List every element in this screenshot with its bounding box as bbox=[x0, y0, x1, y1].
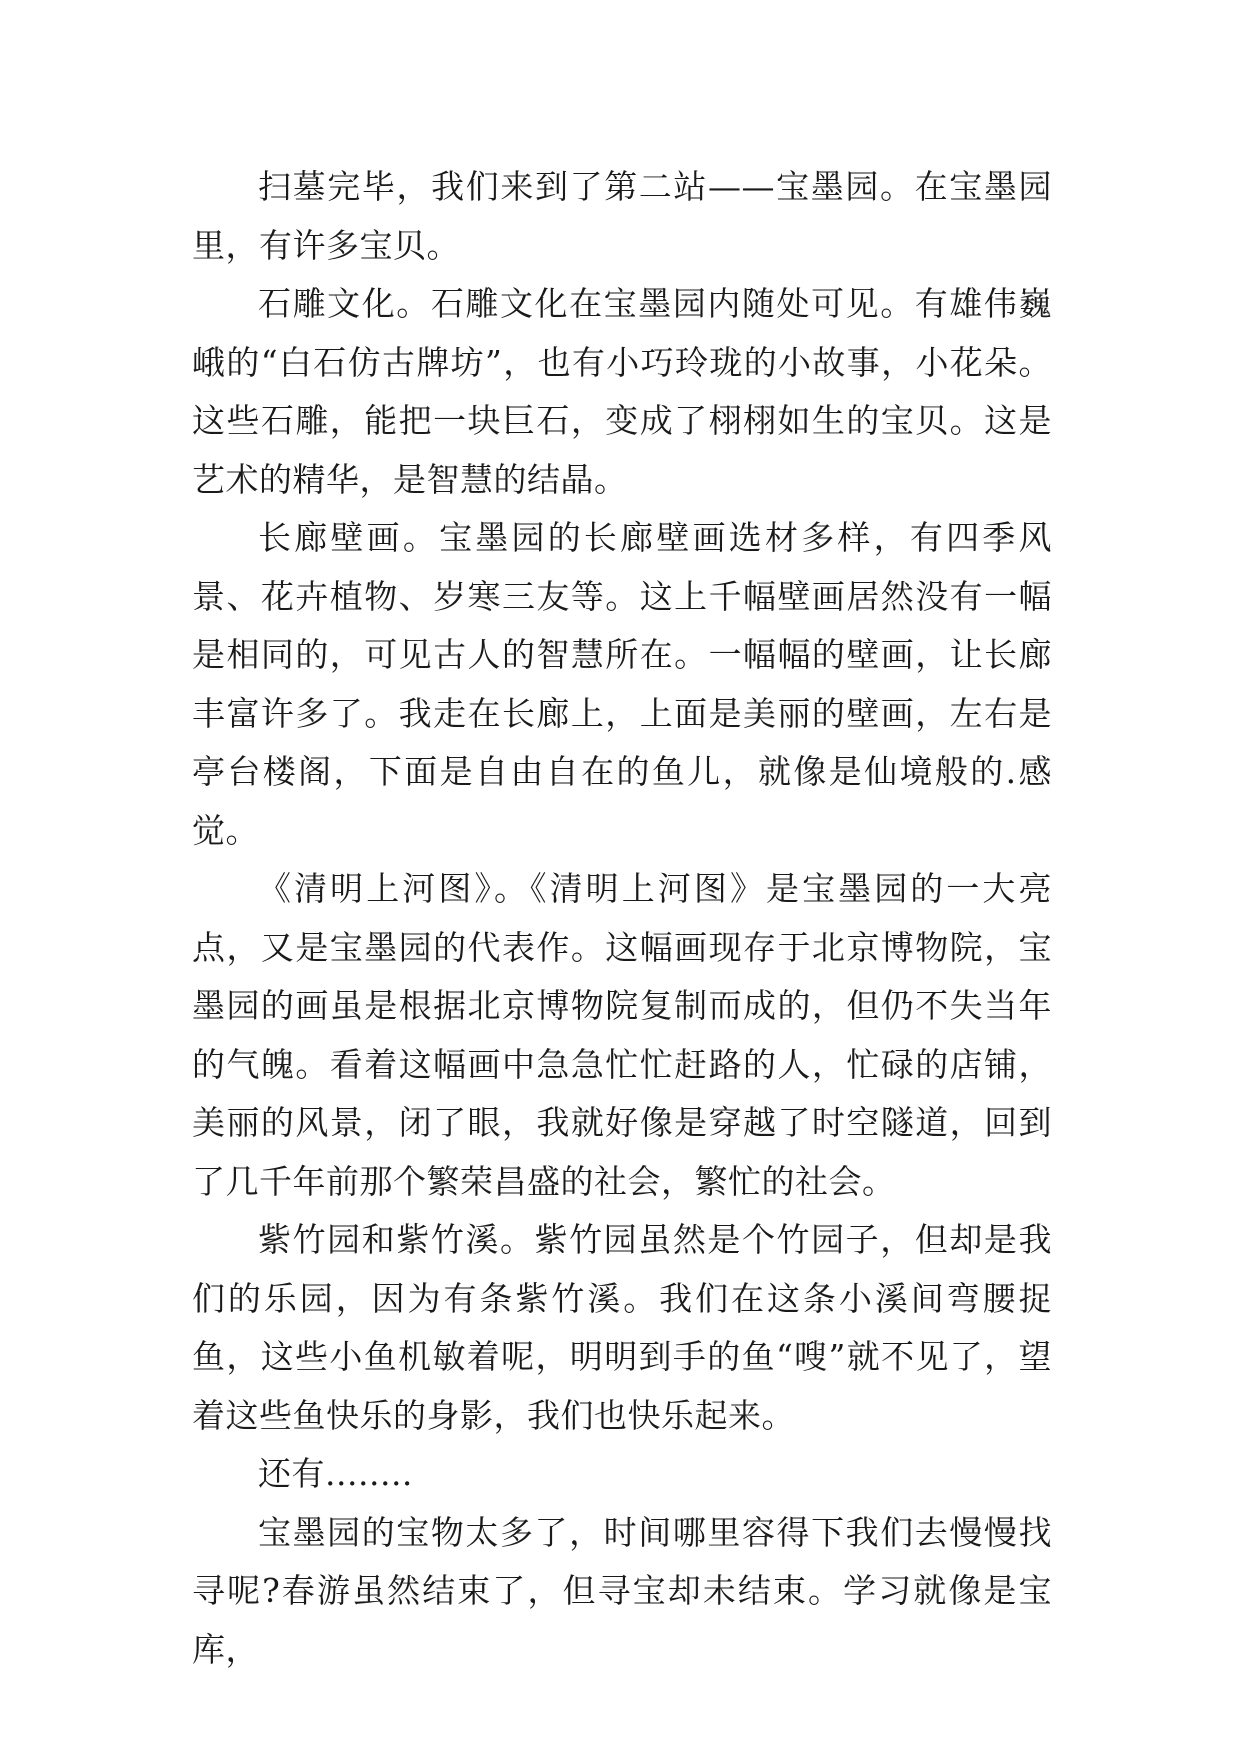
paragraph-corridor-murals: 长廊壁画。宝墨园的长廊壁画选材多样，有四季风景、花卉植物、岁寒三友等。这上千幅壁画居然没有一幅是相同的，可见古人的智慧所在。一幅幅的壁画，让长廊丰富许多了。我走在长廊上，上面是美丽的壁画，左右是亭台楼阁，下面是自由自在的鱼儿，就像是仙境般的.感觉。 bbox=[192, 518, 1052, 850]
paragraph-conclusion: 宝墨园的宝物太多了，时间哪里容得下我们去慢慢找寻呢?春游虽然结束了，但寻宝却未结束。学习就像是宝库， bbox=[192, 1512, 1052, 1669]
paragraph-etc: 还有........ bbox=[258, 1454, 413, 1493]
paragraph-stone-carving: 石雕文化。石雕文化在宝墨园内随处可见。有雄伟巍峨的“白石仿古牌坊”，也有小巧玲珑的小故事，小花朵。这些石雕，能把一块巨石，变成了栩栩如生的宝贝。这是艺术的精华，是智慧的结晶。 bbox=[192, 284, 1052, 499]
document-body bbox=[192, 158, 1052, 1679]
paragraph-purple-bamboo: 紫竹园和紫竹溪。紫竹园虽然是个竹园子，但却是我们的乐园，因为有条紫竹溪。我们在这条小溪间弯腰捉鱼，这些小鱼机敏着呢，明明到手的鱼“嗖”就不见了，望着这些鱼快乐的身影，我们也快乐起来。 bbox=[192, 1220, 1052, 1435]
paragraph-qingming-painting: 《清明上河图》。《清明上河图》是宝墨园的一大亮点，又是宝墨园的代表作。这幅画现存于北京博物院，宝墨园的画虽是根据北京博物院复制而成的，但仍不失当年的气魄。看着这幅画中急急忙忙赶路的人，忙碌的店铺，美丽的风景，闭了眼，我就好像是穿越了时空隧道，回到了几千年前那个繁荣昌盛的社会，繁忙的社会。 bbox=[192, 869, 1052, 1201]
paragraph-intro: 扫墓完毕，我们来到了第二站——宝墨园。在宝墨园里，有许多宝贝。 bbox=[192, 167, 1052, 265]
